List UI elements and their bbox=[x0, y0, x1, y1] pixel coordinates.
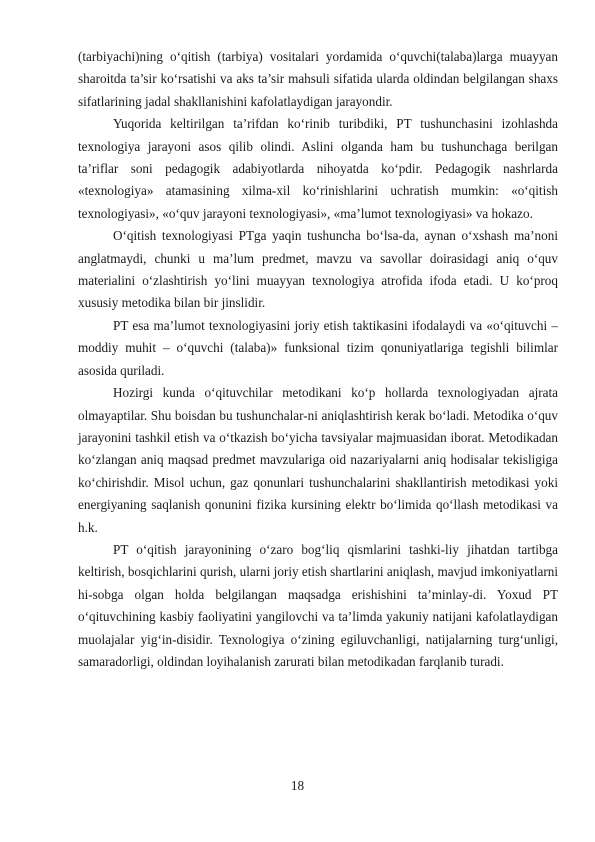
paragraph-1: (tarbiyachi)ning o‘qitish (tarbiya) vositalari yordamida o‘quvchi(talaba)larga muayyan sharoitda ta’sir ko‘rsatishi va aks ta’sir mahsuli sifatida ularda oldindan belgilangan shaxs sifatlarining jadal shakllanishini kafolatlaydigan jarayondir. bbox=[78, 49, 558, 109]
paragraph-3: O‘qitish texnologiyasi PTga yaqin tushuncha bo‘lsa-da, aynan o‘xshash ma’noni anglatmaydi, chunki u ma’lum predmet, mavzu va savollar doirasidagi aniq o‘quv materialini o‘zlashtirish yo‘lini muayyan texnologiya atrofida ifoda etadi. U ko‘proq xususiy metodika bilan bir jinslidir. bbox=[78, 228, 558, 311]
paragraph-6: PT o‘qitish jarayonining o‘zaro bog‘liq qismlarini tashki-liy jihatdan tartibga keltirish, bosqichlarini qurish, ularni joriy etish shartlarini aniqlash, mavjud imkoniyatlarni hi-sobga olgan holda belgilangan maqsadga erishishini ta’minlay-di. Yoxud PT o‘qituvchining kasbiy faoliyatini yangilovchi va ta’limda yakuniy natijani kafolatlaydigan muolajalar yig‘in-disidir. Texnologiya o‘zining egiluvchanligi, natijalarning turg‘unligi, samaradorligi, oldindan loyihalanish zarurati bilan metodikadan farqlanib turadi. bbox=[78, 541, 558, 669]
body-text bbox=[78, 46, 558, 673]
paragraph-2: Yuqorida keltirilgan ta’rifdan ko‘rinib turibdiki, PT tushunchasini izohlashda texnologiya jarayoni asos qilib olindi. Aslini olganda ham bu tushunchaga berilgan ta’riflar soni pedagogik adabiyotlarda nihoyatda ko‘pdir. Pedagogik nashrlarda «texnologiya» atamasining xilma-xil ko‘rinishlarini uchratish mumkin: «o‘qitish texnologiyasi», «o‘quv jarayoni texnologiyasi», «ma’lumot texnologiyasi» va hokazo. bbox=[78, 116, 558, 221]
paragraph-4: PT esa ma’lumot texnologiyasini joriy etish taktikasini ifodalaydi va «o‘qituvchi – moddiy muhit – o‘quvchi (talaba)» funksional tizim qonuniyatlariga tegishli bilimlar asosida quriladi. bbox=[78, 317, 558, 378]
page-number: 18 bbox=[290, 778, 305, 793]
paragraph-5: Hozirgi kunda o‘qituvchilar metodikani ko‘p hollarda texnologiyadan ajrata olmayaptilar. Shu boisdan bu tushunchalar-ni aniqlashtirish kerak bo‘ladi. Metodika o‘quv jarayonini tashkil etish va o‘tkazish bo‘yicha tavsiyalar majmuasidan iborat. Metodikadan ko‘zlangan aniq maqsad predmet mavzulariga oid nazariyalarni aniq hodisalar tekisligiga ko‘chirishdir. Misol uchun, gaz qonunlari tushunchalarini shakllantirish metodikasi yoki energiyaning saqlanish qonunini fizika kursining elektr bo‘limida qo‘llash metodikasi va h.k. bbox=[78, 385, 558, 535]
